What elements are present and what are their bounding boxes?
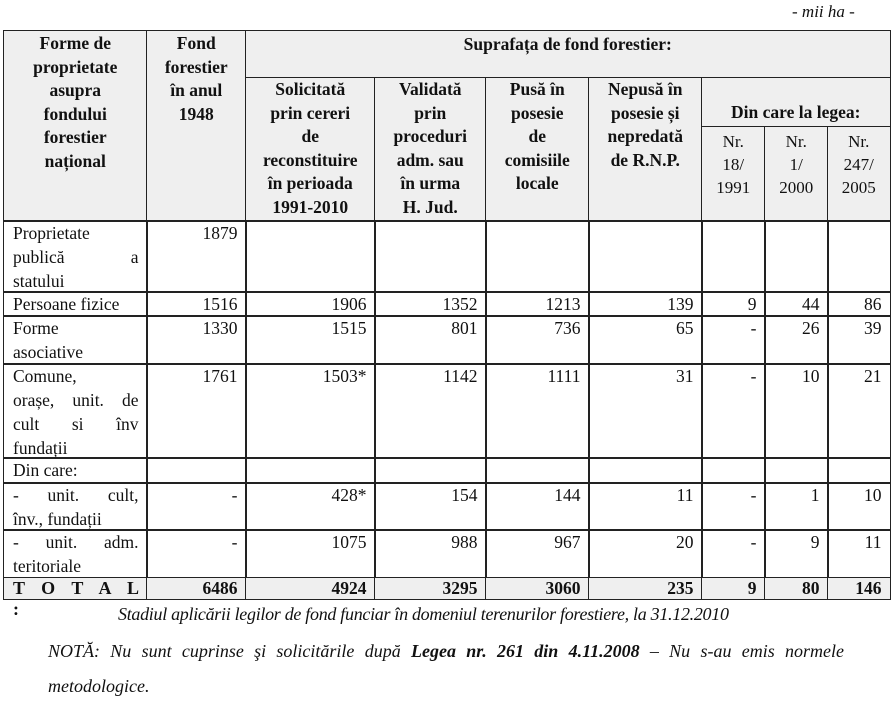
header-text-line: 1991-2010 (272, 196, 349, 217)
header-group-suprafata (245, 30, 891, 79)
header-lege-18-1991 (701, 126, 766, 222)
row-label-line: cult si înv (13, 414, 139, 434)
note-law-reference: Legea nr. 261 din 4.11.2008 (410, 641, 640, 661)
table-cell (827, 529, 891, 579)
row-label-line: asociative (13, 342, 83, 362)
row-label-line: înv., fundații (13, 509, 102, 529)
total-cell: 235 (588, 577, 703, 600)
total-cell: 6486 (146, 577, 247, 600)
header-text-line: Nr. (785, 132, 807, 151)
table-cell (146, 291, 247, 317)
table-cell (485, 315, 590, 365)
header-text-line: în anul (170, 80, 223, 100)
cell-value: 1906 (331, 294, 367, 314)
table-cell (374, 315, 487, 365)
header-text-line: național (44, 150, 106, 171)
header-text-line: posesie (511, 102, 564, 123)
row-label-line: publică a (13, 247, 139, 267)
total-label: T O T A L : (3, 577, 148, 600)
table-cell (701, 363, 766, 459)
header-subgroup-din-care (701, 77, 891, 128)
total-cell: 3060 (485, 577, 590, 600)
row-label (3, 363, 148, 459)
cell-value: 736 (554, 318, 581, 338)
table-cell (146, 457, 247, 484)
header-text-line: în urma (400, 173, 461, 193)
cell-value: 11 (864, 532, 882, 552)
cell-value: 11 (676, 485, 694, 505)
row-label-line: Proprietate (13, 223, 90, 243)
table-cell (146, 363, 247, 459)
header-text-line: prin cereri (270, 102, 351, 123)
table-cell (485, 529, 590, 579)
header-text-line: 247/ (843, 155, 874, 174)
header-text-line: 18/ (722, 155, 745, 174)
total-cell: 80 (764, 577, 829, 600)
table-cell (374, 457, 487, 484)
cell-value: 967 (554, 532, 581, 552)
header-text-line: Nepusă în (608, 79, 683, 99)
cell-value: 86 (864, 294, 882, 314)
table-cell (485, 291, 590, 317)
row-label-line: - unit. adm. (13, 532, 139, 552)
table-note (48, 634, 844, 704)
table-cell (764, 529, 829, 579)
header-text-line: 1948 (178, 103, 214, 124)
table-cell (701, 315, 766, 365)
header-text-line: asupra (49, 80, 102, 100)
cell-value: 9 (747, 294, 757, 314)
note-suffix: – Nu s-au emis normele metodologice. (48, 641, 844, 696)
header-text-line: de (301, 126, 319, 146)
table-cell (146, 315, 247, 365)
cell-value: 139 (667, 294, 694, 314)
header-text-line: H. Jud. (402, 196, 458, 217)
table-cell (374, 291, 487, 317)
table-cell (588, 315, 703, 365)
table-cell (146, 220, 247, 293)
cell-value: - (750, 532, 757, 552)
cell-value: 144 (554, 485, 581, 505)
row-label (3, 315, 148, 365)
header-text-line: Solicitată (275, 79, 346, 99)
table-cell (374, 363, 487, 459)
cell-value: 1879 (202, 223, 238, 243)
cell-value: 39 (864, 318, 882, 338)
note-prefix: NOTĂ: Nu sunt cuprinse şi solicitările după (48, 641, 411, 661)
table-cell (374, 220, 487, 293)
table-cell (827, 291, 891, 317)
table-cell (374, 529, 487, 579)
table-cell (146, 482, 247, 531)
cell-value: - (231, 532, 238, 552)
row-label-line: orașe, unit. de (13, 390, 139, 410)
cell-value: - (750, 318, 757, 338)
table-caption: Stadiul aplicării legilor de fond funciar în domeniul terenurilor forestiere, la 31.12.2010 (118, 604, 729, 624)
header-text-line: posesie și (610, 102, 680, 123)
header-text-line: 2005 (841, 178, 876, 197)
cell-value: 20 (676, 532, 694, 552)
header-text-line: forestier (43, 127, 107, 147)
cell-value: 1 (810, 485, 820, 505)
table-cell (485, 457, 590, 484)
header-text-line: forestier (164, 56, 228, 77)
cell-value: 428* (331, 485, 367, 505)
cell-value: 1515 (331, 318, 367, 338)
table-cell (588, 220, 703, 293)
header-text-line: 1/ (789, 155, 803, 174)
header-text-line: proprietate (33, 56, 118, 77)
header-lege-1-2000 (764, 126, 829, 222)
table-cell (374, 482, 487, 531)
row-label-line: statului (13, 271, 65, 291)
row-label (3, 220, 148, 293)
table-cell (588, 529, 703, 579)
cell-value: 31 (676, 366, 694, 386)
header-text-line: prin (414, 102, 447, 123)
table-cell (701, 220, 766, 293)
cell-value: 1516 (202, 294, 238, 314)
row-label-line: Persoane fizice (13, 294, 120, 314)
table-cell (245, 291, 376, 317)
table-cell (827, 315, 891, 365)
total-cell: 9 (701, 577, 766, 600)
cell-value: 44 (802, 294, 820, 314)
cell-value: 154 (451, 485, 478, 505)
table-cell (485, 220, 590, 293)
table-cell (701, 482, 766, 531)
table-cell (827, 482, 891, 531)
table-cell (245, 457, 376, 484)
subgroup-title: Din care la legea: (731, 102, 861, 122)
table-cell (245, 363, 376, 459)
cell-value: 801 (451, 318, 478, 338)
total-cell: 146 (827, 577, 891, 600)
cell-value: 1142 (443, 366, 478, 386)
header-text-line: de R.N.P. (610, 149, 680, 170)
table-cell (701, 457, 766, 484)
table-cell (245, 482, 376, 531)
row-label (3, 529, 148, 579)
cell-value: 1761 (202, 366, 238, 386)
cell-value: 10 (802, 366, 820, 386)
table-cell (764, 315, 829, 365)
table-cell (588, 291, 703, 317)
row-label-line: teritoriale (13, 556, 82, 576)
cell-value: - (750, 366, 757, 386)
table-cell (146, 529, 247, 579)
header-text-line: Nr. (722, 132, 744, 151)
table-cell (245, 220, 376, 293)
row-label-line: fundații (13, 438, 68, 458)
header-text-line: locale (515, 173, 559, 193)
header-text-line: Fond (176, 33, 216, 53)
cell-value: 10 (864, 485, 882, 505)
row-label (3, 291, 148, 317)
header-text-line: proceduri (393, 126, 468, 146)
header-text-line: Nr. (848, 132, 870, 151)
table-cell (764, 482, 829, 531)
header-text-line: 2000 (779, 178, 814, 197)
row-label-line: Forme (13, 318, 59, 338)
cell-value: - (231, 485, 238, 505)
table-cell (827, 363, 891, 459)
cell-value: 1111 (547, 366, 581, 386)
row-label (3, 457, 148, 484)
table-cell (764, 457, 829, 484)
row-label (3, 482, 148, 531)
cell-value: 26 (802, 318, 820, 338)
header-text-line: Validată (398, 79, 462, 99)
row-label-line: - unit. cult, (13, 485, 139, 505)
cell-value: - (750, 485, 757, 505)
header-fond-1948 (146, 30, 247, 222)
row-label-line: Din care: (13, 460, 78, 480)
table-cell (588, 363, 703, 459)
cell-value: 1075 (331, 532, 367, 552)
header-lege-247-2005 (827, 126, 891, 222)
cell-value: 65 (676, 318, 694, 338)
header-text-line: în perioada (267, 173, 353, 193)
header-nepusa-in-posesie (588, 77, 703, 222)
header-text-line: nepredată (607, 126, 683, 146)
table-cell (588, 482, 703, 531)
unit-label: - mii ha - (792, 2, 855, 21)
table-cell (827, 457, 891, 484)
header-text-line: adm. sau (396, 149, 464, 170)
header-text-line: Pusă în (509, 79, 565, 99)
header-text-line: fondului (43, 103, 107, 124)
table-cell (245, 529, 376, 579)
header-solicitata (245, 77, 376, 222)
row-label-line: Comune, (13, 366, 77, 386)
header-text-line: de (528, 126, 546, 146)
header-text-line: 1991 (716, 178, 751, 197)
cell-value: 988 (451, 532, 478, 552)
header-validata (374, 77, 487, 222)
table-cell (827, 220, 891, 293)
total-cell: 4924 (245, 577, 376, 600)
table-cell (245, 315, 376, 365)
cell-value: 1352 (442, 294, 478, 314)
header-text-line: Forme de (39, 33, 111, 53)
cell-value: 1213 (545, 294, 581, 314)
cell-value: 9 (810, 532, 820, 552)
table-cell (485, 363, 590, 459)
header-pusa-in-posesie (485, 77, 590, 222)
cell-value: 1503* (322, 366, 367, 386)
total-cell: 3295 (374, 577, 487, 600)
table-cell (764, 291, 829, 317)
table-cell (588, 457, 703, 484)
cell-value: 1330 (202, 318, 238, 338)
header-text-line: comisiile (504, 149, 570, 170)
cell-value: 21 (864, 366, 882, 386)
header-text-line: reconstituire (262, 149, 358, 170)
table-cell (764, 220, 829, 293)
table-cell (764, 363, 829, 459)
header-forme-proprietate (3, 30, 148, 222)
group-title: Suprafața de fond forestier: (463, 34, 672, 54)
table-cell (701, 529, 766, 579)
table-cell (701, 291, 766, 317)
table-cell (485, 482, 590, 531)
